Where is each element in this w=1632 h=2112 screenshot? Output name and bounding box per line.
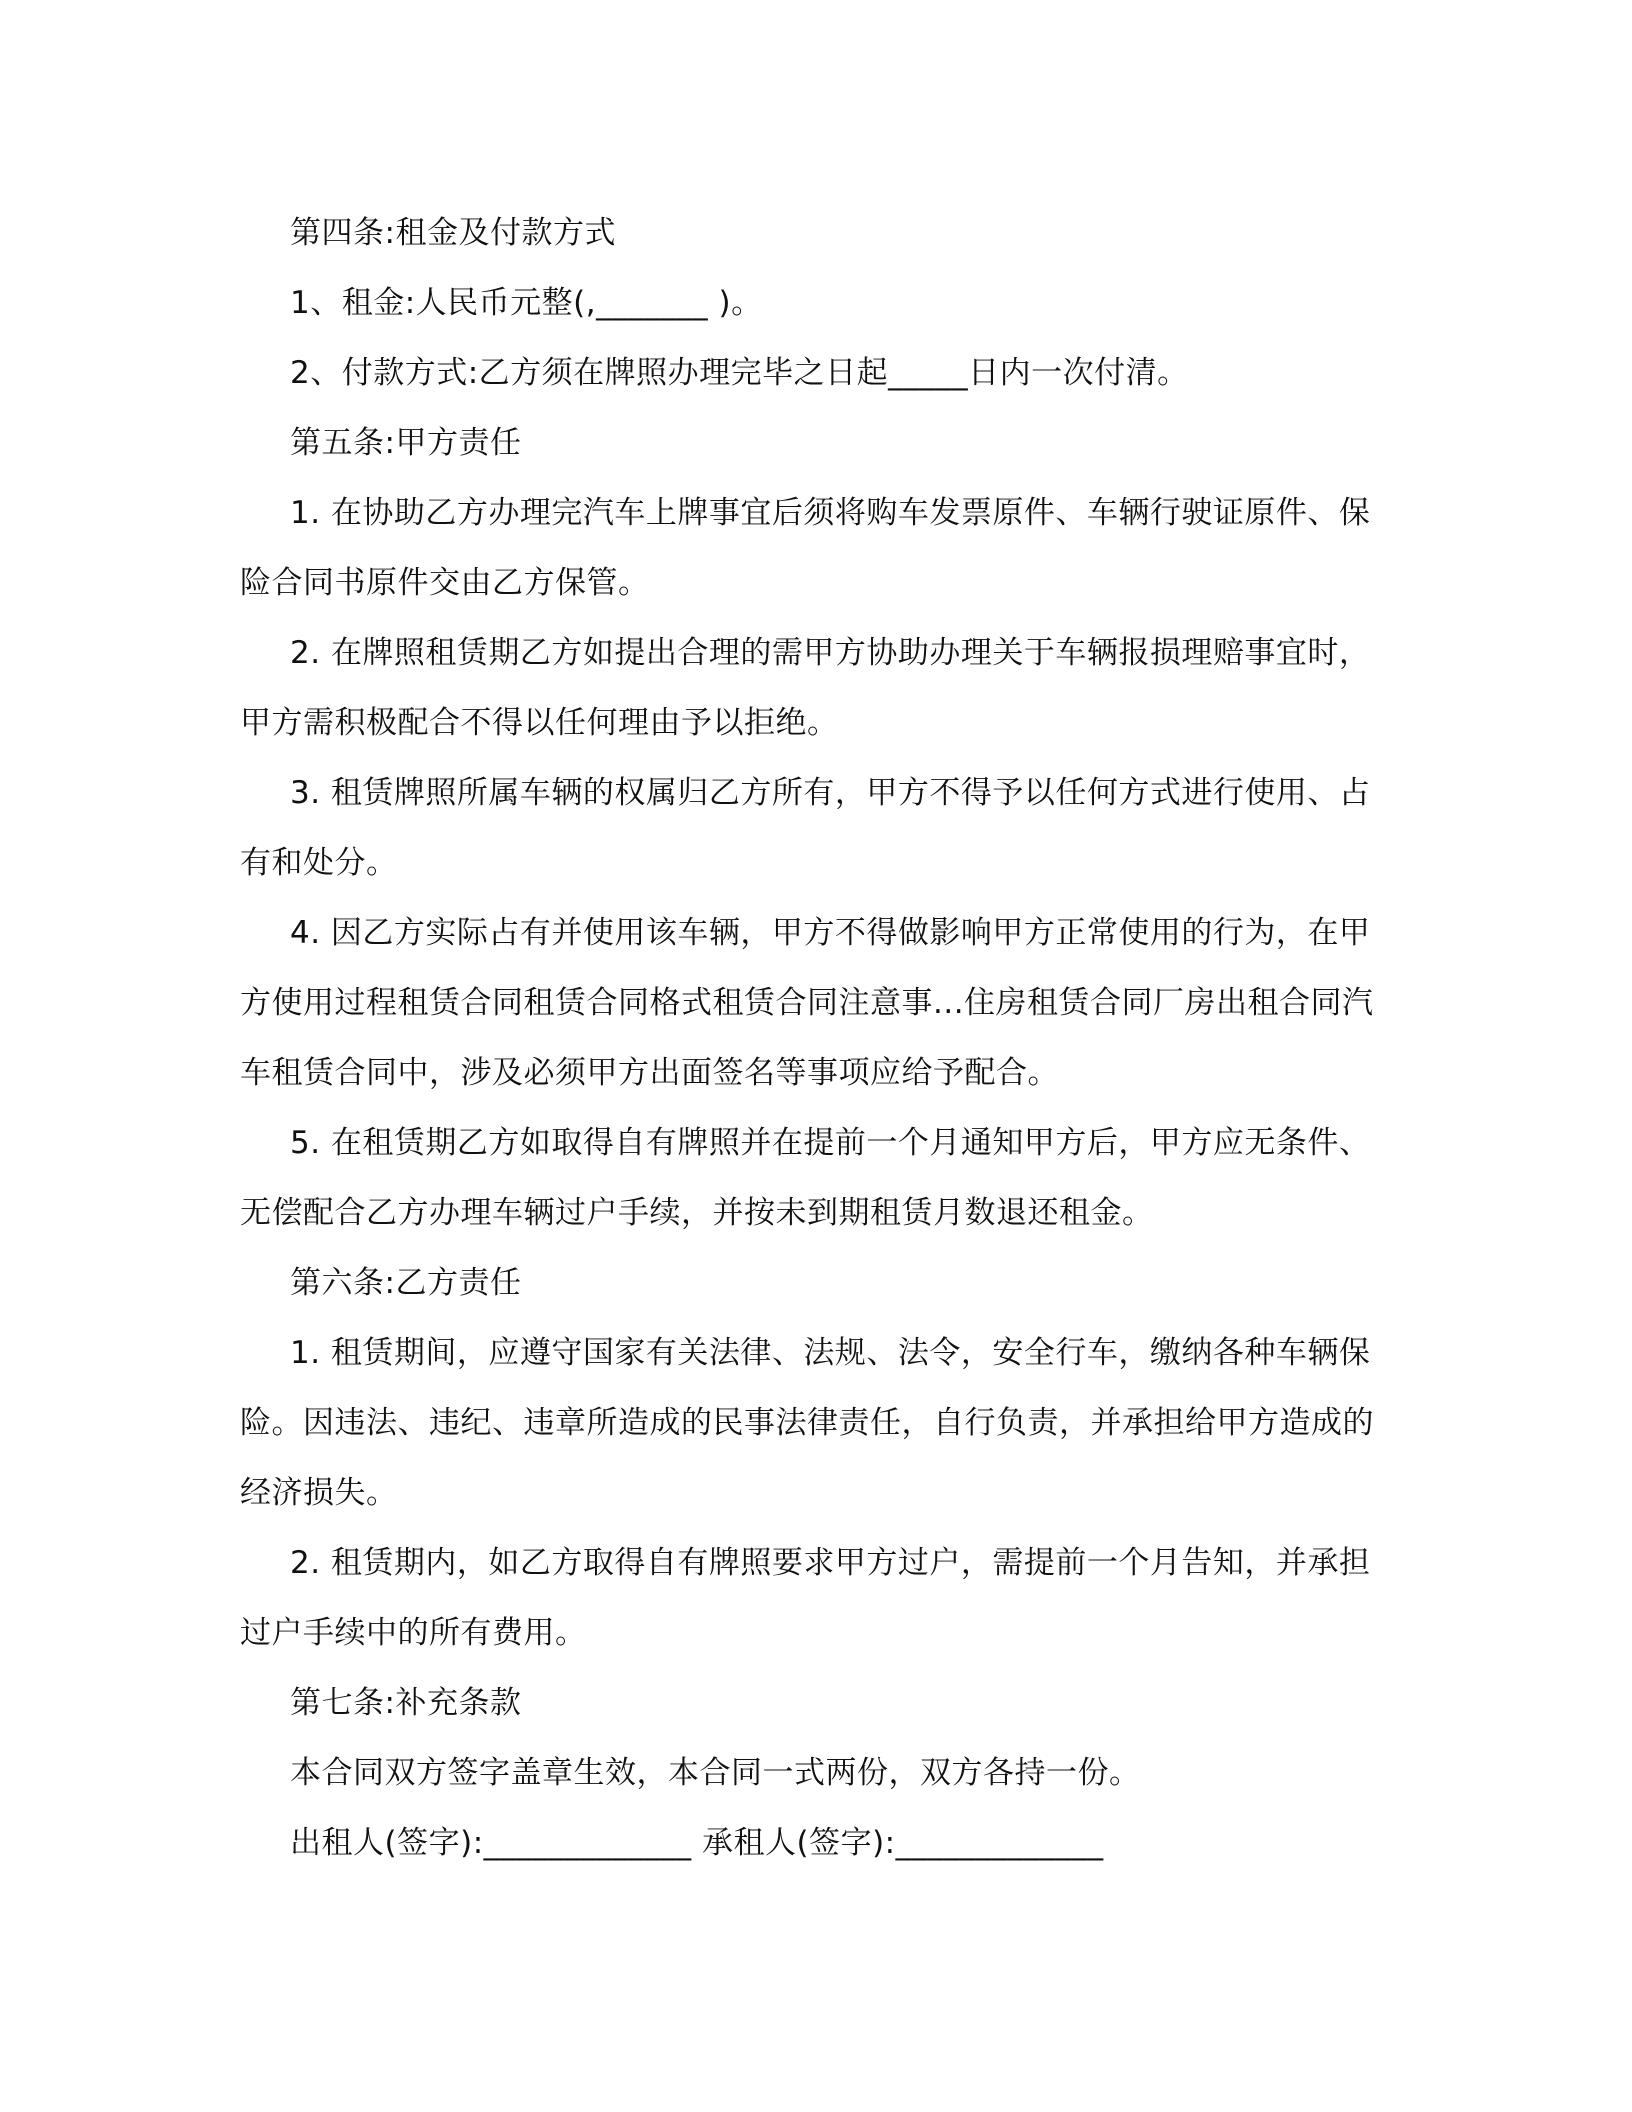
document-body	[240, 198, 1385, 1878]
payment-method-clause: 2、付款方式:乙方须在牌照办理完毕之日起_____日内一次付清。	[290, 355, 1189, 391]
article-5-heading: 第五条:甲方责任	[290, 425, 522, 461]
lessor-duty-2: 2. 在牌照租赁期乙方如提出合理的需甲方协助办理关于车辆报损理赔事宜时，甲方需积极配合不得以任何理由予以拒绝。	[240, 635, 1371, 741]
article-4-heading: 第四条:租金及付款方式	[290, 215, 616, 251]
lessor-duty-1: 1. 在协助乙方办理完汽车上牌事宜后须将购车发票原件、车辆行驶证原件、保险合同书原件交由乙方保管。	[240, 495, 1371, 601]
rent-amount-clause: 1、租金:人民币元整(,_______ )。	[290, 285, 763, 321]
signature-line: 出租人(签字):_____________ 承租人(签字):_____________	[290, 1825, 1104, 1861]
lessee-duty-2: 2. 租赁期内，如乙方取得自有牌照要求甲方过户，需提前一个月告知，并承担过户手续中的所有费用。	[240, 1545, 1371, 1651]
article-7-heading: 第七条:补充条款	[290, 1685, 522, 1721]
article-6-heading: 第六条:乙方责任	[290, 1265, 522, 1301]
lessee-duty-1: 1. 租赁期间，应遵守国家有关法律、法规、法令，安全行车，缴纳各种车辆保险。因违法、违纪、违章所造成的民事法律责任，自行负责，并承担给甲方造成的经济损失。	[240, 1335, 1374, 1511]
lessor-duty-3: 3. 租赁牌照所属车辆的权属归乙方所有，甲方不得予以任何方式进行使用、占有和处分。	[240, 775, 1371, 881]
lessor-duty-5: 5. 在租赁期乙方如取得自有牌照并在提前一个月通知甲方后，甲方应无条件、无偿配合乙方办理车辆过户手续，并按未到期租赁月数退还租金。	[240, 1125, 1371, 1231]
lessor-duty-4: 4. 因乙方实际占有并使用该车辆，甲方不得做影响甲方正常使用的行为，在甲方使用过程租赁合同租赁合同格式租赁合同注意事...住房租赁合同厂房出租合同汽车租赁合同中，涉及必须甲方出面签名等事项应给予配合。	[240, 915, 1374, 1091]
effectiveness-clause: 本合同双方签字盖章生效，本合同一式两份，双方各持一份。	[290, 1755, 1141, 1791]
